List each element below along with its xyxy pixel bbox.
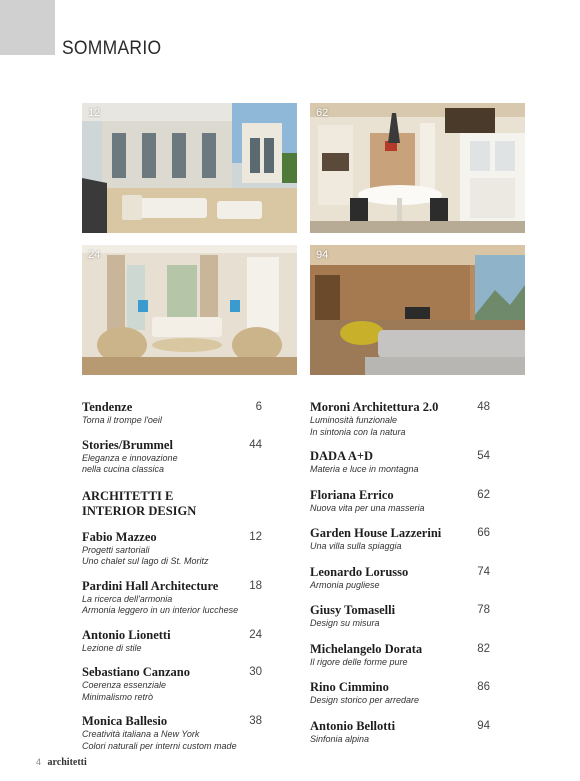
- toc-entry-page: 38: [249, 715, 262, 727]
- toc-entry-subtitle: Nuova vita per una masseria: [310, 502, 425, 513]
- toc-entry-title: DADA A+D: [310, 449, 374, 463]
- toc-entry[interactable]: [310, 719, 490, 746]
- toc-entry-subtitle: nella cucina classica: [82, 464, 165, 474]
- toc-entry[interactable]: [82, 530, 262, 568]
- toc-entry-title: Garden House Lazzerini: [310, 526, 442, 540]
- toc-entry-subtitle: Design storico per arredare: [310, 695, 420, 705]
- section-heading: [82, 489, 262, 519]
- toc-entry-subtitle: Progetti sartoriali: [82, 544, 150, 555]
- toc-entry-subtitle: Creatività italiana a New York: [82, 729, 200, 739]
- toc-entry-page: 6: [255, 401, 262, 413]
- toc-entry-page: 86: [477, 681, 490, 693]
- photo-page-number: 24: [88, 249, 101, 261]
- toc-entry[interactable]: [82, 438, 262, 476]
- toc-entry-title: Michelangelo Dorata: [310, 641, 423, 656]
- toc-entry-page: 78: [477, 604, 490, 616]
- toc-entry-subtitle: Eleganza e innovazione: [82, 452, 178, 463]
- toc-entry-page: 94: [477, 719, 490, 732]
- living-room-photo: [82, 245, 297, 375]
- toc-entry-title: Stories/Brummel: [82, 437, 173, 452]
- toc-entry[interactable]: [310, 565, 490, 592]
- toc-entry-subtitle: Lezione di stile: [82, 642, 142, 653]
- toc-entry-title: Giusy Tomaselli: [310, 603, 396, 617]
- toc-entry-subtitle: Minimalismo retrò: [82, 691, 154, 702]
- toc-entry-page: 66: [477, 527, 490, 539]
- toc-entry-subtitle: Armonia pugliese: [310, 579, 380, 590]
- toc-entry-subtitle: Sinfonia alpina: [310, 733, 370, 744]
- toc-entry-page: 18: [249, 579, 262, 592]
- toc-entry-subtitle: Design su misura: [310, 618, 380, 628]
- toc-entry[interactable]: [310, 488, 490, 515]
- photo-page-number: 94: [316, 249, 329, 261]
- toc-entry[interactable]: [310, 449, 490, 476]
- toc-entry[interactable]: [310, 680, 490, 707]
- toc-left-column: [82, 400, 262, 752]
- toc-entry-page: 48: [477, 401, 490, 413]
- toc-entry-title: Pardini Hall Architecture: [82, 578, 219, 593]
- toc-entry-subtitle: La ricerca dell'armonia: [82, 593, 173, 604]
- toc-entry-title: Fabio Mazzeo: [82, 529, 157, 544]
- toc-entry-subtitle: Uno chalet sul lago di St. Moritz: [82, 556, 209, 566]
- toc-entry-subtitle: Coerenza essenziale: [82, 680, 167, 690]
- toc-entry-title: Floriana Errico: [310, 487, 394, 502]
- toc-entry-page: 44: [249, 438, 262, 451]
- toc-entry-title: Antonio Bellotti: [310, 718, 396, 733]
- toc-entry[interactable]: [82, 579, 262, 617]
- toc-entry-title: Leonardo Lorusso: [310, 564, 409, 579]
- toc-entry-subtitle: In sintonia con la natura: [310, 426, 406, 437]
- toc-right-column: [310, 400, 490, 745]
- toc-entry[interactable]: [310, 400, 490, 438]
- toc-entry-page: 30: [249, 666, 262, 678]
- section-heading-line: INTERIOR DESIGN: [82, 503, 197, 518]
- toc-entry[interactable]: [310, 526, 490, 553]
- footer-page-number: 4: [36, 757, 42, 767]
- toc-entry[interactable]: [82, 714, 262, 752]
- toc-entry-subtitle: Una villa sulla spiaggia: [310, 541, 402, 551]
- footer: [36, 757, 87, 768]
- page-title: SOMMARIO: [62, 38, 162, 59]
- kitchen-photo: [310, 103, 525, 233]
- toc-entry[interactable]: [82, 400, 262, 427]
- toc-entry[interactable]: [82, 628, 262, 655]
- toc-entry-page: 54: [477, 450, 490, 462]
- toc-entry-page: 12: [249, 530, 262, 543]
- toc-entry-page: 74: [477, 565, 490, 578]
- toc-entry-subtitle: Torna il trompe l'oeil: [82, 415, 162, 425]
- toc-entry-subtitle: Luminosità funzionale: [310, 415, 398, 425]
- toc-entry[interactable]: [310, 642, 490, 669]
- toc-entry-title: Antonio Lionetti: [82, 627, 171, 642]
- toc-entry-title: Tendenze: [82, 400, 133, 414]
- terrace-photo: [82, 103, 297, 233]
- toc-entry-subtitle: Armonia leggero in un interior lucchese: [82, 605, 239, 615]
- toc-entry-title: Monica Ballesio: [82, 714, 168, 728]
- toc-entry-subtitle: Materia e luce in montagna: [310, 464, 419, 474]
- toc-entry-page: 82: [477, 642, 490, 655]
- toc-entry-subtitle: Colori naturali per interni custom made: [82, 740, 237, 751]
- toc-entry[interactable]: [82, 665, 262, 703]
- toc-entry-page: 24: [249, 628, 262, 641]
- mountain-lounge-photo: [310, 245, 525, 375]
- corner-block: [0, 0, 55, 55]
- footer-magazine-name: architetti: [47, 757, 87, 768]
- toc-entry-subtitle: Il rigore delle forme pure: [310, 656, 408, 667]
- toc-entry-title: Sebastiano Canzano: [82, 665, 191, 679]
- toc-entry-page: 62: [477, 488, 490, 501]
- toc-entry-title: Rino Cimmino: [310, 680, 389, 694]
- photo-page-number: 12: [88, 107, 101, 119]
- toc-entry-title: Moroni Architettura 2.0: [310, 400, 439, 414]
- section-heading-line: ARCHITETTI E: [82, 488, 174, 503]
- photo-page-number: 62: [316, 107, 329, 119]
- toc-entry[interactable]: [310, 603, 490, 630]
